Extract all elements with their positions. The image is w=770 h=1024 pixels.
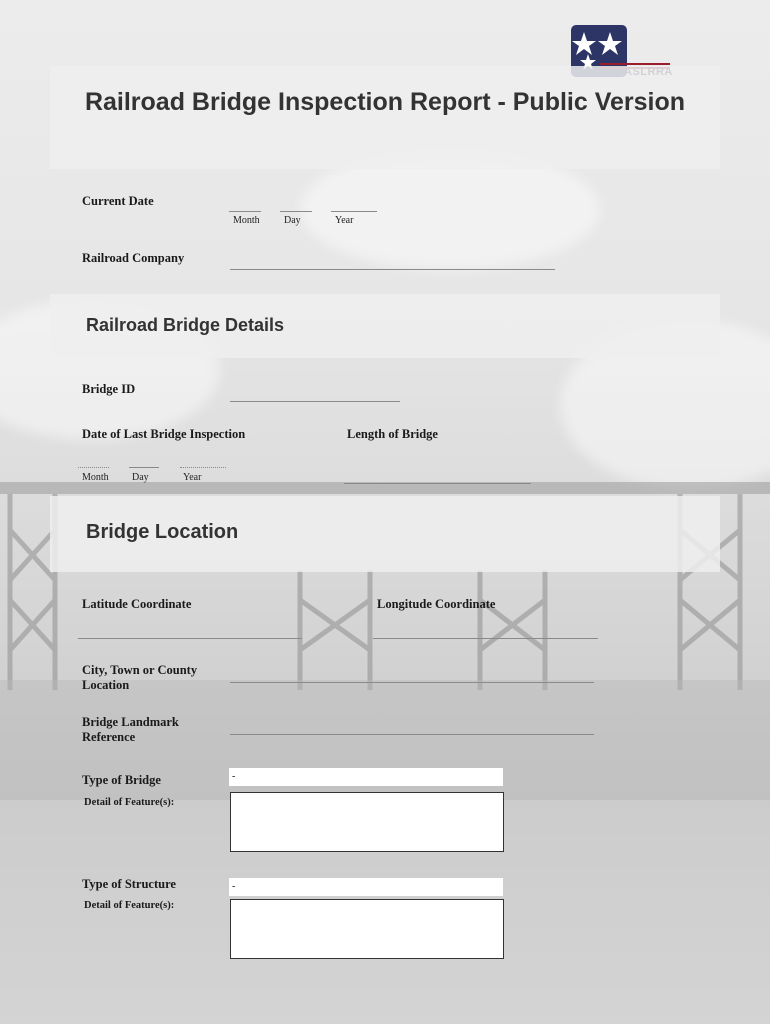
current-date-month-field[interactable] (229, 211, 261, 212)
longitude-label: Longitude Coordinate (377, 597, 496, 611)
title-band (50, 66, 720, 169)
city-label-line2: Location (82, 678, 130, 692)
longitude-field[interactable] (373, 638, 598, 639)
landmark-field[interactable] (230, 734, 594, 735)
type-of-bridge-select[interactable]: - (229, 768, 503, 786)
structure-detail-label: Detail of Feature(s): (84, 900, 175, 911)
current-date-label: Current Date (82, 194, 154, 208)
last-inspection-day-label: Day (132, 472, 149, 483)
current-date-year-label: Year (335, 215, 354, 226)
last-inspection-year-label: Year (183, 472, 202, 483)
latitude-label: Latitude Coordinate (82, 597, 192, 611)
last-inspection-year-field[interactable] (180, 467, 226, 468)
city-field[interactable] (230, 682, 594, 683)
details-section-heading: Railroad Bridge Details (86, 315, 285, 335)
city-label-line1: City, Town or County (82, 663, 198, 677)
type-of-structure-label: Type of Structure (82, 877, 176, 891)
location-section-heading: Bridge Location (86, 521, 239, 543)
type-of-structure-select[interactable]: - (229, 878, 503, 896)
landmark-label-line1: Bridge Landmark (82, 715, 179, 729)
latitude-field[interactable] (78, 638, 302, 639)
last-inspection-label: Date of Last Bridge Inspection (82, 427, 246, 441)
railroad-company-field[interactable] (230, 269, 555, 270)
last-inspection-day-field[interactable] (129, 467, 159, 468)
current-date-year-field[interactable] (331, 211, 377, 212)
type-of-bridge-label: Type of Bridge (82, 773, 161, 787)
length-label: Length of Bridge (347, 427, 438, 441)
bridge-detail-label: Detail of Feature(s): (84, 797, 175, 808)
current-date-day-label: Day (284, 215, 301, 226)
last-inspection-month-label: Month (82, 472, 109, 483)
structure-detail-textarea[interactable] (230, 899, 504, 959)
landmark-label-line2: Reference (82, 730, 136, 744)
length-field[interactable] (344, 483, 531, 484)
current-date-month-label: Month (233, 215, 260, 226)
page-title: Railroad Bridge Inspection Report - Public Version (84, 88, 686, 116)
bridge-id-field[interactable] (230, 401, 400, 402)
current-date-day-field[interactable] (280, 211, 312, 212)
last-inspection-month-field[interactable] (78, 467, 109, 468)
bridge-detail-textarea[interactable] (230, 792, 504, 852)
railroad-company-label: Railroad Company (82, 251, 185, 265)
bridge-id-label: Bridge ID (82, 382, 136, 396)
